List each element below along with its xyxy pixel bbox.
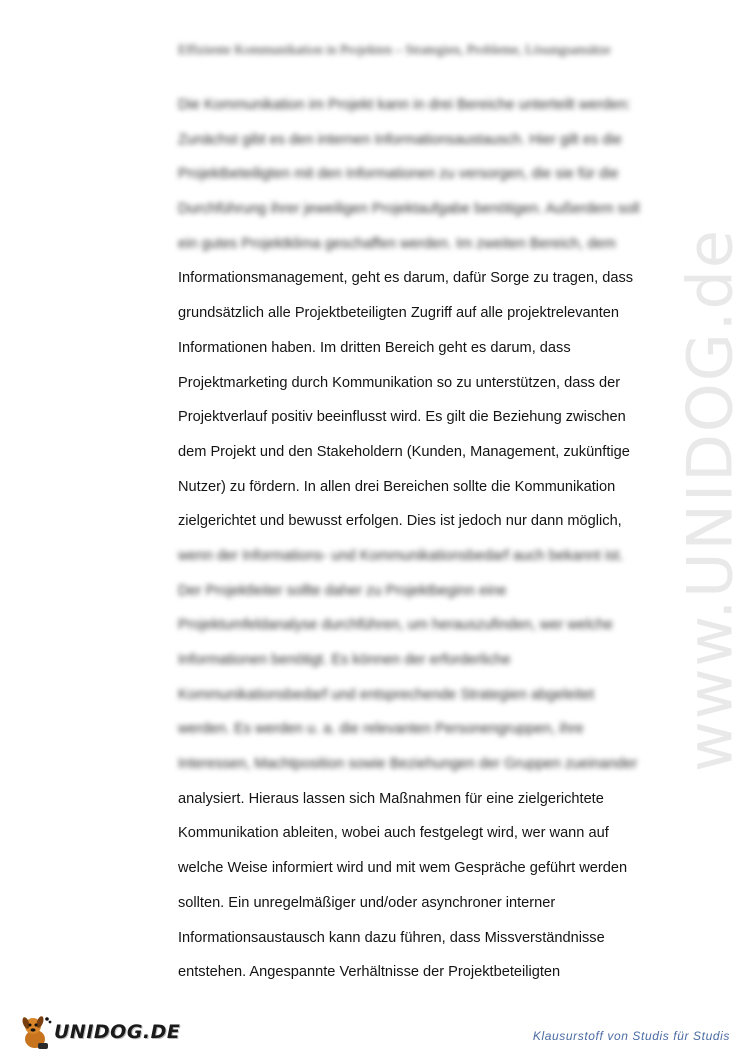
text-line: entstehen. Angespannte Verhältnisse der Projektbeteiligten	[178, 964, 561, 981]
text-line: Der Projektleiter sollte daher zu Projektbeginn eine	[178, 582, 507, 599]
text-line: Interessen, Machtposition sowie Beziehungen der Gruppen zueinander	[178, 756, 638, 773]
text-line: Informationsaustausch kann dazu führen, dass Missverständnisse	[178, 929, 605, 946]
footer-tagline: Klausurstoff von Studis für Studis	[532, 1029, 730, 1043]
text-line: Projektverlauf positiv beeinflusst wird. Es gilt die Beziehung zwischen	[178, 409, 626, 426]
text-line: Projektmarketing durch Kommunikation so zu unterstützen, dass der	[178, 374, 621, 391]
text-line: sollten. Ein unregelmäßiger und/oder asynchroner interner	[178, 894, 556, 911]
text-line: grundsätzlich alle Projektbeteiligten Zugriff auf alle projektrelevanten	[178, 305, 620, 322]
text-line: zielgerichtet und bewusst erfolgen. Dies ist jedoch nur dann möglich,	[178, 513, 622, 530]
dog-mascot-icon	[18, 1013, 52, 1051]
text-line: Informationsmanagement, geht es darum, dafür Sorge zu tragen, dass	[178, 270, 634, 287]
document-body	[178, 88, 678, 990]
text-line: Kommunikationsbedarf und entsprechende Strategien abgeleitet	[178, 686, 595, 703]
text-line: Informationen benötigt. Es können der erforderliche	[178, 652, 511, 668]
text-line: Informationen haben. Im dritten Bereich geht es darum, dass	[178, 339, 571, 356]
text-line: Die Kommunikation im Projekt kann in drei Bereiche unterteilt werden:	[178, 97, 631, 113]
text-line: Nutzer) zu fördern. In allen drei Bereichen sollte die Kommunikation	[178, 478, 616, 495]
document-title: Effiziente Kommunikation in Projekten – Strategien, Probleme, Lösungsansätze	[178, 42, 611, 57]
text-line: ein gutes Projektklima geschaffen werden. Im zweiten Bereich, dem	[178, 235, 616, 252]
text-line: werden. Es werden u. a. die relevanten Personengruppen, ihre	[178, 721, 584, 738]
text-line: analysiert. Hieraus lassen sich Maßnahmen für eine zielgerichtete	[178, 790, 604, 807]
text-line: Durchführung ihrer jeweiligen Projektaufgabe benötigen. Außerdem soll	[178, 201, 640, 218]
text-line: Kommunikation ableiten, wobei auch festgelegt wird, wer wann auf	[178, 825, 609, 842]
text-line: dem Projekt und den Stakeholdern (Kunden, Management, zukünftige	[178, 443, 630, 460]
text-line: welche Weise informiert wird und mit wem Gespräche geführt werden	[178, 860, 628, 877]
logo-text: UNIDOG.DE	[54, 1021, 181, 1043]
text-line: wenn der Informations- und Kommunikationsbedarf auch bekannt ist.	[178, 547, 624, 564]
text-line: Projektumfeldanalyse durchführen, um herauszufinden, wer welche	[178, 617, 613, 634]
text-line: Zunächst gibt es den internen Informationsaustausch. Hier gilt es die	[178, 131, 622, 148]
unidog-logo[interactable]	[18, 1012, 180, 1052]
watermark: www.UNIDOG.de	[673, 228, 747, 772]
text-line: Projektbeteiligten mit den Informationen zu versorgen, die sie für die	[178, 166, 619, 183]
